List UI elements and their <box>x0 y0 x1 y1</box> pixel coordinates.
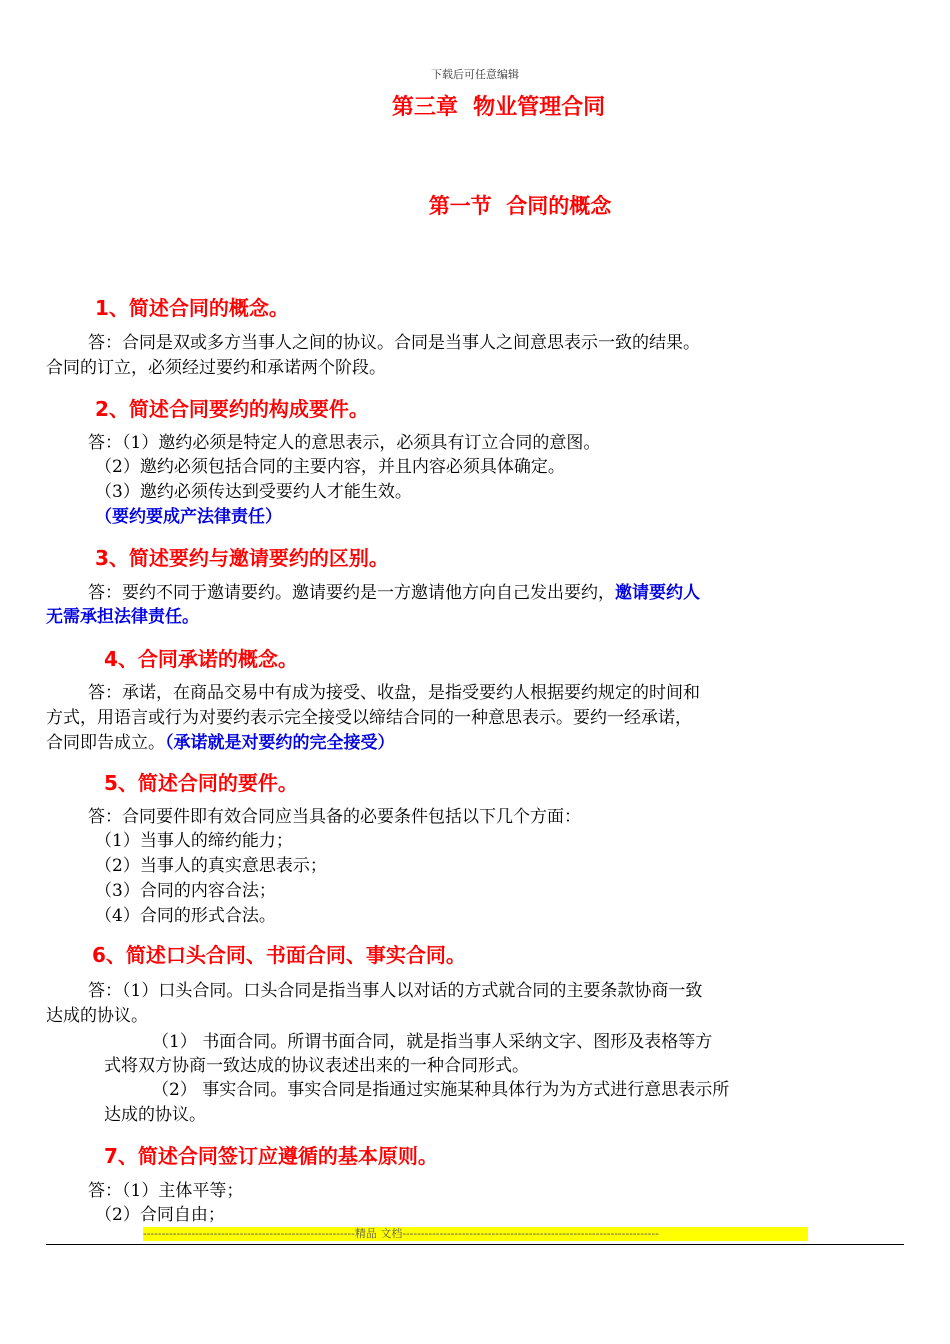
answer-7-line-2: （2）合同自由； <box>95 1205 225 1225</box>
answer-3-highlight: 邀请要约人 <box>615 583 700 603</box>
question-7-title: 7、简述合同签订应遵循的基本原则。 <box>104 1144 438 1168</box>
answer-5-line-4: （3）合同的内容合法； <box>95 881 276 901</box>
answer-2-line-3: （3）邀约必须传达到受要约人才能生效。 <box>95 482 412 502</box>
answer-5-line-5: （4）合同的形式合法。 <box>95 906 276 926</box>
answer-4-text: 合同即告成立。 <box>46 733 165 753</box>
answer-6-line-5: （2） 事实合同。事实合同是指通过实施某种具体行为为方式进行意思表示所 <box>152 1080 730 1100</box>
answer-3-text: 答：要约不同于邀请要约。邀请要约是一方邀请他方向自己发出要约， <box>88 583 615 603</box>
question-5-title: 5、简述合同的要件。 <box>104 771 298 795</box>
question-2-title: 2、简述合同要约的构成要件。 <box>95 397 369 421</box>
answer-6-line-4: 式将双方协商一致达成的协议表述出来的一种合同形式。 <box>104 1056 529 1076</box>
footer-divider <box>46 1244 904 1245</box>
question-6-title: 6、简述口头合同、书面合同、事实合同。 <box>92 943 466 967</box>
answer-5-line-3: （2）当事人的真实意思表示； <box>95 856 327 876</box>
chapter-title: 第三章 物业管理合同 <box>391 95 606 120</box>
answer-6-line-3: （1） 书面合同。所谓书面合同，就是指当事人采纳文字、图形及表格等方 <box>152 1032 713 1052</box>
answer-2-line-2: （2）邀约必须包括合同的主要内容，并且内容必须具体确定。 <box>95 457 565 477</box>
answer-2-line-1: 答：（1）邀约必须是特定人的意思表示，必须具有订立合同的意图。 <box>88 433 601 453</box>
answer-4-line-2: 方式，用语言或行为对要约表示完全接受以缔结合同的一种意思表示。要约一经承诺， <box>46 708 692 728</box>
header-note: 下载后可任意编辑 <box>431 68 519 81</box>
answer-6-line-2: 达成的协议。 <box>46 1006 148 1026</box>
answer-4-highlight: （承诺就是对要约的完全接受） <box>165 733 395 753</box>
answer-6-line-1: 答：（1）口头合同。口头合同是指当事人以对话的方式就合同的主要条款协商一致 <box>88 981 703 1001</box>
answer-4-line-1: 答：承诺，在商品交易中有成为接受、收盘，是指受要约人根据要约规定的时间和 <box>88 683 700 703</box>
answer-7-line-1: 答：（1）主体平等； <box>88 1181 244 1201</box>
answer-5-line-1: 答：合同要件即有效合同应当具备的必要条件包括以下几个方面： <box>88 807 581 827</box>
answer-6-line-6: 达成的协议。 <box>104 1105 206 1125</box>
question-3-title: 3、简述要约与邀请要约的区别。 <box>95 546 389 570</box>
section-title: 第一节 合同的概念 <box>428 194 612 218</box>
answer-1-line-1: 答：合同是双或多方当事人之间的协议。合同是当事人之间意思表示一致的结果。 <box>88 333 700 353</box>
answer-3-line-2: 无需承担法律责任。 <box>46 607 199 627</box>
answer-3-line-1 <box>88 581 700 605</box>
answer-5-line-2: （1）当事人的缔约能力； <box>95 831 293 851</box>
footer-watermark: ---------------------------------------------------------精品 文档--------------------------------------------------------------------- <box>143 1227 808 1241</box>
question-1-title: 1、简述合同的概念。 <box>95 296 289 320</box>
answer-4-line-3 <box>46 731 395 755</box>
answer-1-line-2: 合同的订立，必须经过要约和承诺两个阶段。 <box>46 358 386 378</box>
answer-2-note: （要约要成产法律责任） <box>95 507 282 527</box>
question-4-title: 4、合同承诺的概念。 <box>104 647 298 671</box>
